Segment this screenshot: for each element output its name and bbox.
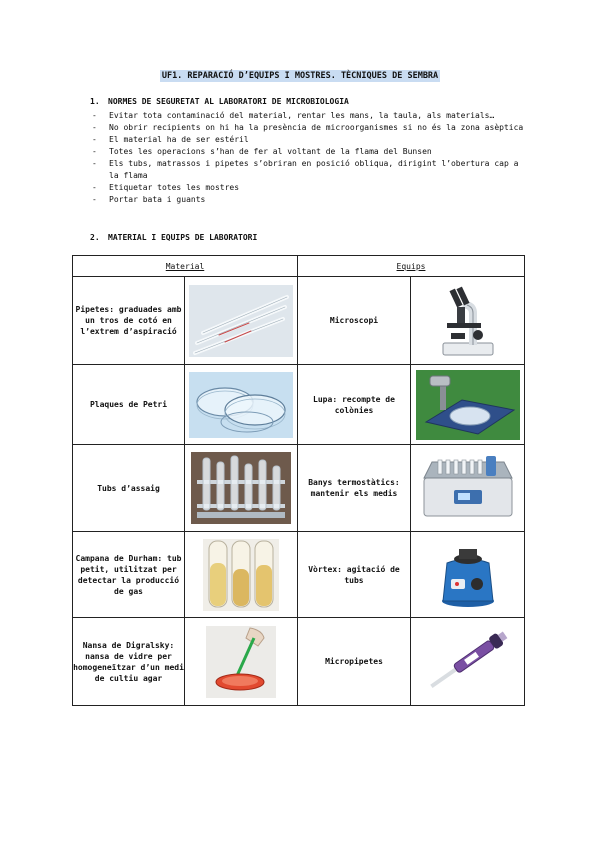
- material-label: Tubs d’assaig: [73, 445, 185, 532]
- drigalski-loop-image: [185, 618, 298, 706]
- test-tubes-image: [185, 445, 298, 532]
- microscope-image: [411, 277, 525, 365]
- equip-label: Vòrtex: agitació de tubs: [298, 532, 411, 618]
- materials-table: [72, 255, 525, 706]
- equip-label: Micropipetes: [298, 618, 411, 706]
- rule-item: - Els tubs, matrassos i pipetes s’obriran en posició obliqua, dirigint l’obertura cap a la flama: [90, 158, 530, 182]
- section-1-title: NORMES DE SEGURETAT AL LABORATORI DE MICROBIOLOGIA: [108, 97, 349, 106]
- title-text: UF1. REPARACIÓ D’EQUIPS I MOSTRES. TÈCNIQUES DE SEMBRA: [161, 71, 439, 81]
- durham-tubes-image: [185, 532, 298, 618]
- safety-rules-list: [90, 110, 530, 206]
- section-2-title: MATERIAL I EQUIPS DE LABORATORI: [108, 233, 258, 242]
- section-2-number: 2.: [90, 233, 100, 242]
- table-header-row: [73, 256, 525, 277]
- water-bath-image: [411, 445, 525, 532]
- material-label: Pipetes: graduades amb un tros de cotó en l’extrem d’aspiració: [73, 277, 185, 365]
- table-row: [73, 618, 525, 706]
- section-2-heading: [90, 233, 257, 242]
- equip-label: Banys termostàtics: mantenir els medis: [298, 445, 411, 532]
- rule-item: - Totes les operacions s’han de fer al voltant de la flama del Bunsen: [90, 146, 530, 158]
- rule-item: - El material ha de ser estéril: [90, 134, 530, 146]
- micropipette-image: [411, 618, 525, 706]
- rule-item: - No obrir recipients on hi ha la presència de microorganismes si no és la zona asèptica: [90, 122, 530, 134]
- equip-label: Lupa: recompte de colònies: [298, 365, 411, 445]
- material-label: Plaques de Petri: [73, 365, 185, 445]
- vortex-image: [411, 532, 525, 618]
- page-title: [0, 71, 600, 81]
- petri-dishes-image: [185, 365, 298, 445]
- section-1-number: 1.: [90, 97, 100, 106]
- material-label: Nansa de Digralsky: nansa de vidre per homogeneïtzar d’un medi de cultiu agar: [73, 618, 185, 706]
- section-1-heading: [90, 97, 349, 106]
- table-row: [73, 532, 525, 618]
- table-row: [73, 365, 525, 445]
- equip-label: Microscopi: [298, 277, 411, 365]
- rule-item: - Etiquetar totes les mostres: [90, 182, 530, 194]
- pipettes-image: [185, 277, 298, 365]
- header-equips: Equips: [298, 256, 525, 277]
- material-label: Campana de Durham: tub petit, utilitzat per detectar la producció de gas: [73, 532, 185, 618]
- table-row: [73, 277, 525, 365]
- header-material: Material: [73, 256, 298, 277]
- rule-item: - Evitar tota contaminació del material, rentar les mans, la taula, als materials…: [90, 110, 530, 122]
- colony-counter-image: [411, 365, 525, 445]
- table-row: [73, 445, 525, 532]
- rule-item: - Portar bata i guants: [90, 194, 530, 206]
